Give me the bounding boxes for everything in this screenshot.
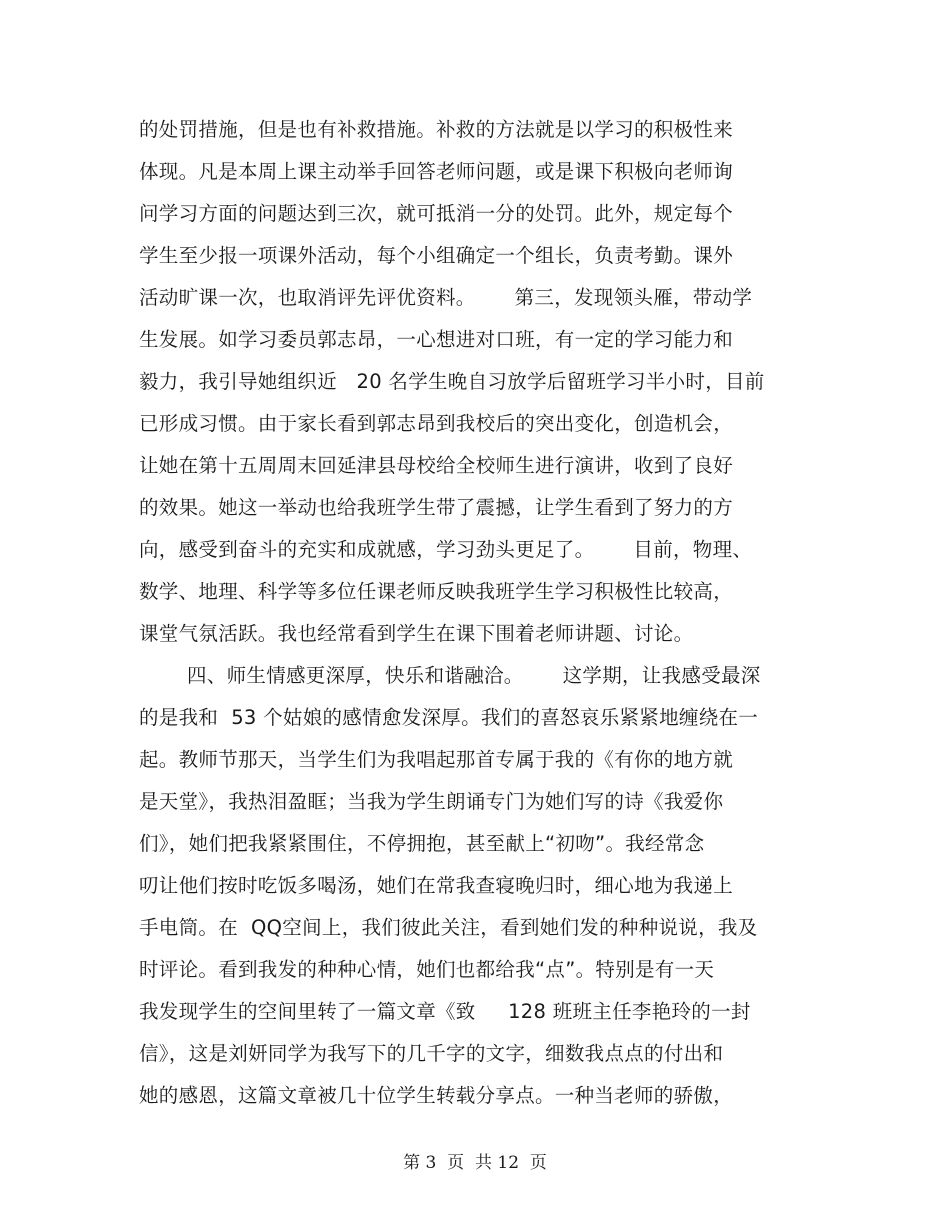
text-line-9: 让她在第十五周周末回延津县母校给全校师生进行演讲，收到了良好 bbox=[139, 454, 734, 477]
text-line-10: 的效果。她这一举动也给我班学生带了震撼，让学生看到了努力的方 bbox=[139, 496, 734, 519]
text-line-22: 我发现学生的空间里转了一篇文章《致 128 班班主任李艳玲的一封 bbox=[139, 1000, 751, 1023]
text-line-15: 的是我和 53 个姑娘的感情愈发深厚。我们的喜怒哀乐紧紧地缠绕在一 bbox=[139, 706, 759, 729]
text-line-3: 问学习方面的问题达到三次，就可抵消一分的处罚。此外，规定每个 bbox=[139, 202, 734, 225]
text-line-6: 生发展。如学习委员郭志昂，一心想进对口班，有一定的学习能力和 bbox=[139, 328, 734, 351]
text-line-16: 起。教师节那天，当学生们为我唱起那首专属于我的《有你的地方就 bbox=[139, 748, 734, 771]
text-line-7: 毅力，我引导她组织近 20 名学生晚自习放学后留班学习半小时，目前 bbox=[139, 370, 765, 393]
text-line-17: 是天堂》，我热泪盈眶；当我为学生朗诵专门为她们写的诗《我爱你 bbox=[139, 790, 724, 813]
text-line-8: 已形成习惯。由于家长看到郭志昂到我校后的突出变化，创造机会， bbox=[139, 412, 734, 435]
section-heading-line: 四、师生情感更深厚，快乐和谐融洽。 这学期，让我感受最深 bbox=[187, 664, 761, 687]
text-line-1: 的处罚措施，但是也有补救措施。补救的方法就是以学习的积极性来 bbox=[139, 118, 734, 141]
page-number-footer: 第 3 页 共 12 页 bbox=[403, 1153, 547, 1173]
text-line-20: 手电筒。在 QQ空间上，我们彼此关注，看到她们发的种种说说，我及 bbox=[139, 916, 758, 939]
text-line-18: 们》，她们把我紧紧围住，不停拥抱，甚至献上“初吻”。我经常念 bbox=[139, 832, 705, 855]
text-line-2: 体现。凡是本周上课主动举手回答老师问题，或是课下积极向老师询 bbox=[139, 160, 734, 183]
text-line-19: 叨让他们按时吃饭多喝汤，她们在常我查寝晚归时，细心地为我递上 bbox=[139, 874, 734, 897]
text-line-4: 学生至少报一项课外活动，每个小组确定一个组长，负责考勤。课外 bbox=[139, 244, 734, 267]
text-line-12: 数学、地理、科学等多位任课老师反映我班学生学习积极性比较高， bbox=[139, 580, 734, 603]
text-line-11: 向，感受到奋斗的充实和成就感，学习劲头更足了。 目前，物理、 bbox=[139, 538, 753, 561]
text-line-13: 课堂气氛活跃。我也经常看到学生在课下围着老师讲题、讨论。 bbox=[139, 622, 694, 645]
text-line-5: 活动旷课一次，也取消评先评优资料。 第三，发现领头雁，带动学 bbox=[139, 286, 753, 309]
text-line-21: 时评论。看到我发的种种心情，她们也都给我“点”。特别是有一天 bbox=[139, 958, 715, 981]
text-line-24: 她的感恩，这篇文章被几十位学生转载分享点。一种当老师的骄傲， bbox=[139, 1084, 734, 1107]
text-line-23: 信》，这是刘妍同学为我写下的几千字的文字，细数我点点的付出和 bbox=[139, 1042, 724, 1065]
